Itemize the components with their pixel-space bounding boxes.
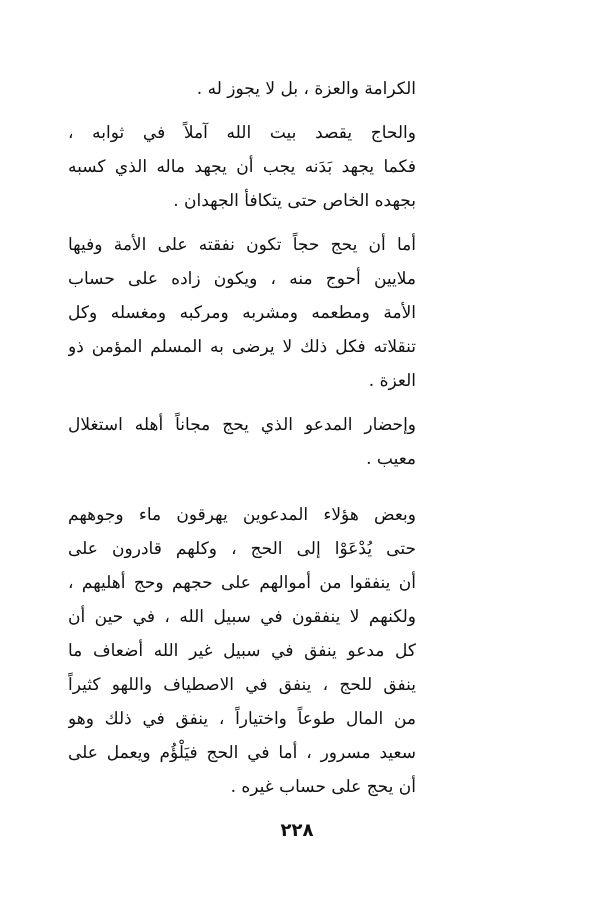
text-line: سعيد مسرور ، أما في الحج فيَلْؤُم ويعمل على (68, 743, 416, 763)
text-line: من المال طوعاً واختياراً ، ينفق في ذلك وهو (68, 709, 416, 729)
paragraph-5 (68, 498, 416, 804)
text-line: فكما يجهد بَدَنه يجب أن يجهد ماله الذي كسبه (68, 157, 416, 177)
text-line: ملايين أحوج منه ، ويكون زاده على حساب (68, 269, 416, 289)
text-line: والحاج يقصد بيت الله آملاً في ثوابه ، (68, 123, 416, 143)
text-line: بجهده الخاص حتى يتكافأ الجهدان . (173, 191, 416, 211)
text-line: وبعض هؤلاء المدعوين يهرقون ماء وجوههم (68, 505, 416, 525)
text-line: أن ينفقوا من أموالهم على حجهم وحج أهليهم ، (68, 573, 416, 593)
paragraph-3 (68, 228, 416, 398)
text-line: ينفق للحج ، ينفق في الاصطياف واللهو كثيراً (68, 675, 416, 695)
text-line: تنقلاته فكل ذلك لا يرضى به المسلم المؤمن ذو (68, 337, 416, 357)
paragraph-1 (68, 72, 416, 106)
paragraph-4 (68, 408, 416, 476)
text-line: العزة . (368, 371, 416, 391)
text-line: الأمة ومطعمه ومشربه ومركبه ومغسله وكل (68, 303, 416, 323)
text-line: أما أن يحج حجاً تكون نفقته على الأمة وفيها (68, 235, 416, 255)
text-line: حتى يُدْعَوْا إلى الحج ، وكلهم قادرون على (68, 539, 416, 559)
text-line: وإحضار المدعو الذي يحج مجاناً أهله استغلال (68, 415, 416, 435)
text-line: ولكنهم لا ينفقون في سبيل الله ، في حين أن (68, 607, 416, 627)
page-body (68, 72, 416, 804)
text-line: الكرامة والعزة ، بل لا يجوز له . (196, 79, 416, 99)
text-line: معيب . (366, 449, 416, 469)
text-line: أن يحج على حساب غيره . (230, 777, 416, 797)
page-number: ٢٢٨ (280, 820, 314, 841)
paragraph-2 (68, 116, 416, 218)
text-line: كل مدعو ينفق في سبيل غير الله أضعاف ما (68, 641, 416, 661)
